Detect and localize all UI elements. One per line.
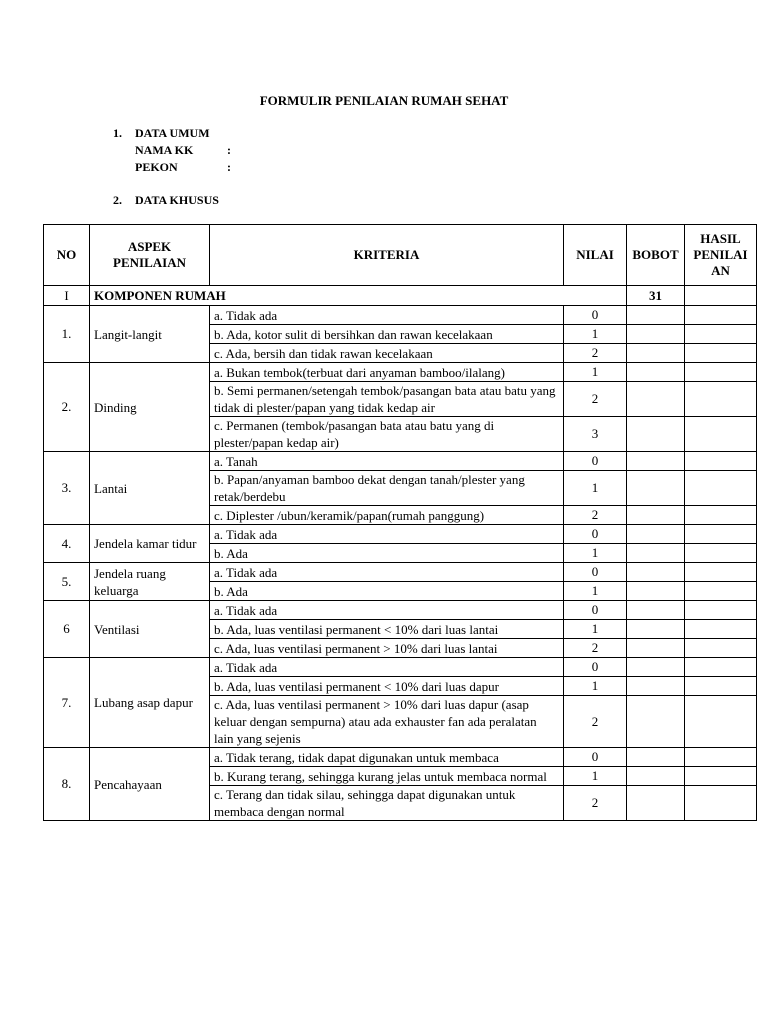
hasil-cell[interactable] [685,767,757,786]
hasil-cell[interactable] [685,471,757,506]
field-label-nama-kk: NAMA KK [135,143,194,157]
nilai-value: 1 [564,620,627,639]
criteria-text: a. Tidak ada [210,601,564,620]
nilai-value: 0 [564,452,627,471]
aspect-name: Lubang asap dapur [90,658,210,748]
criteria-row [44,563,757,582]
criteria-text: b. Ada [210,582,564,601]
aspect-number: 3. [44,452,90,525]
bobot-cell[interactable] [627,748,685,767]
header-nilai: NILAI [564,225,627,286]
bobot-cell[interactable] [627,306,685,325]
aspect-number: 2. [44,363,90,452]
header-hasil: HASIL PENILAI AN [685,225,757,286]
criteria-text: c. Terang dan tidak silau, sehingga dapat digunakan untuk membaca dengan normal [210,786,564,821]
criteria-row [44,525,757,544]
section-label: DATA KHUSUS [135,193,219,207]
field-separator: : [227,160,231,174]
aspect-number: 4. [44,525,90,563]
hasil-cell[interactable] [685,452,757,471]
header-no: NO [44,225,90,286]
section-number: 2. [113,193,122,207]
field-label-pekon: PEKON [135,160,178,174]
criteria-row [44,658,757,677]
bobot-cell[interactable] [627,658,685,677]
criteria-text: b. Papan/anyaman bamboo dekat dengan tanah/plester yang retak/berdebu [210,471,564,506]
bobot-cell[interactable] [627,544,685,563]
nilai-value: 0 [564,748,627,767]
hasil-cell[interactable] [685,506,757,525]
header-aspek: ASPEK PENILAIAN [90,225,210,286]
nilai-value: 0 [564,563,627,582]
data-khusus-section [113,193,219,208]
criteria-text: b. Ada, luas ventilasi permanent < 10% dari luas lantai [210,620,564,639]
hasil-cell[interactable] [685,286,757,306]
component-bobot: 31 [627,286,685,306]
bobot-cell[interactable] [627,417,685,452]
criteria-text: a. Bukan tembok(terbuat dari anyaman bamboo/ilalang) [210,363,564,382]
bobot-cell[interactable] [627,620,685,639]
hasil-cell[interactable] [685,525,757,544]
bobot-cell[interactable] [627,563,685,582]
assessment-table [43,224,757,821]
criteria-text: c. Ada, luas ventilasi permanent > 10% dari luas lantai [210,639,564,658]
criteria-text: b. Semi permanen/setengah tembok/pasangan bata atau batu yang tidak di plester/papan yang tidak kedap air [210,382,564,417]
aspect-number: 8. [44,748,90,821]
aspect-name: Pencahayaan [90,748,210,821]
aspect-number: 1. [44,306,90,363]
criteria-text: a. Tidak ada [210,658,564,677]
nilai-value: 2 [564,344,627,363]
nilai-value: 1 [564,363,627,382]
criteria-text: b. Ada, kotor sulit di bersihkan dan rawan kecelakaan [210,325,564,344]
hasil-cell[interactable] [685,620,757,639]
bobot-cell[interactable] [627,325,685,344]
nilai-value: 1 [564,544,627,563]
nilai-value: 1 [564,767,627,786]
bobot-cell[interactable] [627,382,685,417]
bobot-cell[interactable] [627,452,685,471]
nilai-value: 2 [564,639,627,658]
aspect-name: Dinding [90,363,210,452]
bobot-cell[interactable] [627,506,685,525]
hasil-cell[interactable] [685,382,757,417]
bobot-cell[interactable] [627,601,685,620]
nilai-value: 2 [564,382,627,417]
aspect-name: Jendela kamar tidur [90,525,210,563]
hasil-cell[interactable] [685,325,757,344]
aspect-name: Langit-langit [90,306,210,363]
section-number: 1. [113,126,122,140]
nilai-value: 1 [564,325,627,344]
criteria-text: b. Kurang terang, sehingga kurang jelas untuk membaca normal [210,767,564,786]
hasil-cell[interactable] [685,363,757,382]
criteria-text: c. Permanen (tembok/pasangan bata atau batu yang di plester/papan kedap air) [210,417,564,452]
nilai-value: 1 [564,471,627,506]
criteria-row [44,306,757,325]
criteria-text: a. Tidak ada [210,563,564,582]
header-kriteria: KRITERIA [210,225,564,286]
bobot-cell[interactable] [627,786,685,821]
criteria-text: a. Tanah [210,452,564,471]
criteria-text: c. Ada, luas ventilasi permanent > 10% dari luas dapur (asap keluar dengan sempurna) atau ada exhauster fan ada peralatan lain yang sejenis [210,696,564,748]
aspect-name: Lantai [90,452,210,525]
aspect-number: 7. [44,658,90,748]
bobot-cell[interactable] [627,525,685,544]
nilai-value: 1 [564,582,627,601]
nilai-value: 0 [564,306,627,325]
criteria-row [44,452,757,471]
hasil-cell[interactable] [685,417,757,452]
aspect-number: 6 [44,601,90,658]
header-bobot: BOBOT [627,225,685,286]
hasil-cell[interactable] [685,786,757,821]
nilai-value: 2 [564,786,627,821]
component-row [44,286,757,306]
nilai-value: 3 [564,417,627,452]
bobot-cell[interactable] [627,696,685,748]
aspect-name: Jendela ruang keluarga [90,563,210,601]
nilai-value: 0 [564,601,627,620]
bobot-cell[interactable] [627,471,685,506]
nilai-value: 2 [564,506,627,525]
criteria-text: b. Ada [210,544,564,563]
bobot-cell[interactable] [627,677,685,696]
criteria-text: b. Ada, luas ventilasi permanent < 10% dari luas dapur [210,677,564,696]
bobot-cell[interactable] [627,767,685,786]
criteria-text: a. Tidak terang, tidak dapat digunakan untuk membaca [210,748,564,767]
hasil-cell[interactable] [685,677,757,696]
hasil-cell[interactable] [685,344,757,363]
criteria-row [44,601,757,620]
field-separator: : [227,143,231,157]
bobot-cell[interactable] [627,639,685,658]
criteria-text: c. Ada, bersih dan tidak rawan kecelakaan [210,344,564,363]
aspect-name: Ventilasi [90,601,210,658]
nilai-value: 0 [564,658,627,677]
hasil-cell[interactable] [685,563,757,582]
hasil-cell[interactable] [685,658,757,677]
section-label: DATA UMUM [135,126,210,140]
criteria-text: c. Diplester /ubun/keramik/papan(rumah panggung) [210,506,564,525]
hasil-cell[interactable] [685,582,757,601]
bobot-cell[interactable] [627,363,685,382]
hasil-cell[interactable] [685,696,757,748]
hasil-cell[interactable] [685,639,757,658]
aspect-number: 5. [44,563,90,601]
nilai-value: 2 [564,696,627,748]
bobot-cell[interactable] [627,582,685,601]
criteria-text: a. Tidak ada [210,525,564,544]
criteria-row [44,748,757,767]
hasil-cell[interactable] [685,601,757,620]
nilai-value: 0 [564,525,627,544]
hasil-cell[interactable] [685,544,757,563]
hasil-cell[interactable] [685,748,757,767]
component-label: KOMPONEN RUMAH [90,286,627,306]
form-title: FORMULIR PENILAIAN RUMAH SEHAT [259,93,509,108]
bobot-cell[interactable] [627,344,685,363]
hasil-cell[interactable] [685,306,757,325]
component-no: I [44,286,90,306]
data-umum-section [113,125,231,176]
nilai-value: 1 [564,677,627,696]
criteria-row [44,363,757,382]
criteria-text: a. Tidak ada [210,306,564,325]
